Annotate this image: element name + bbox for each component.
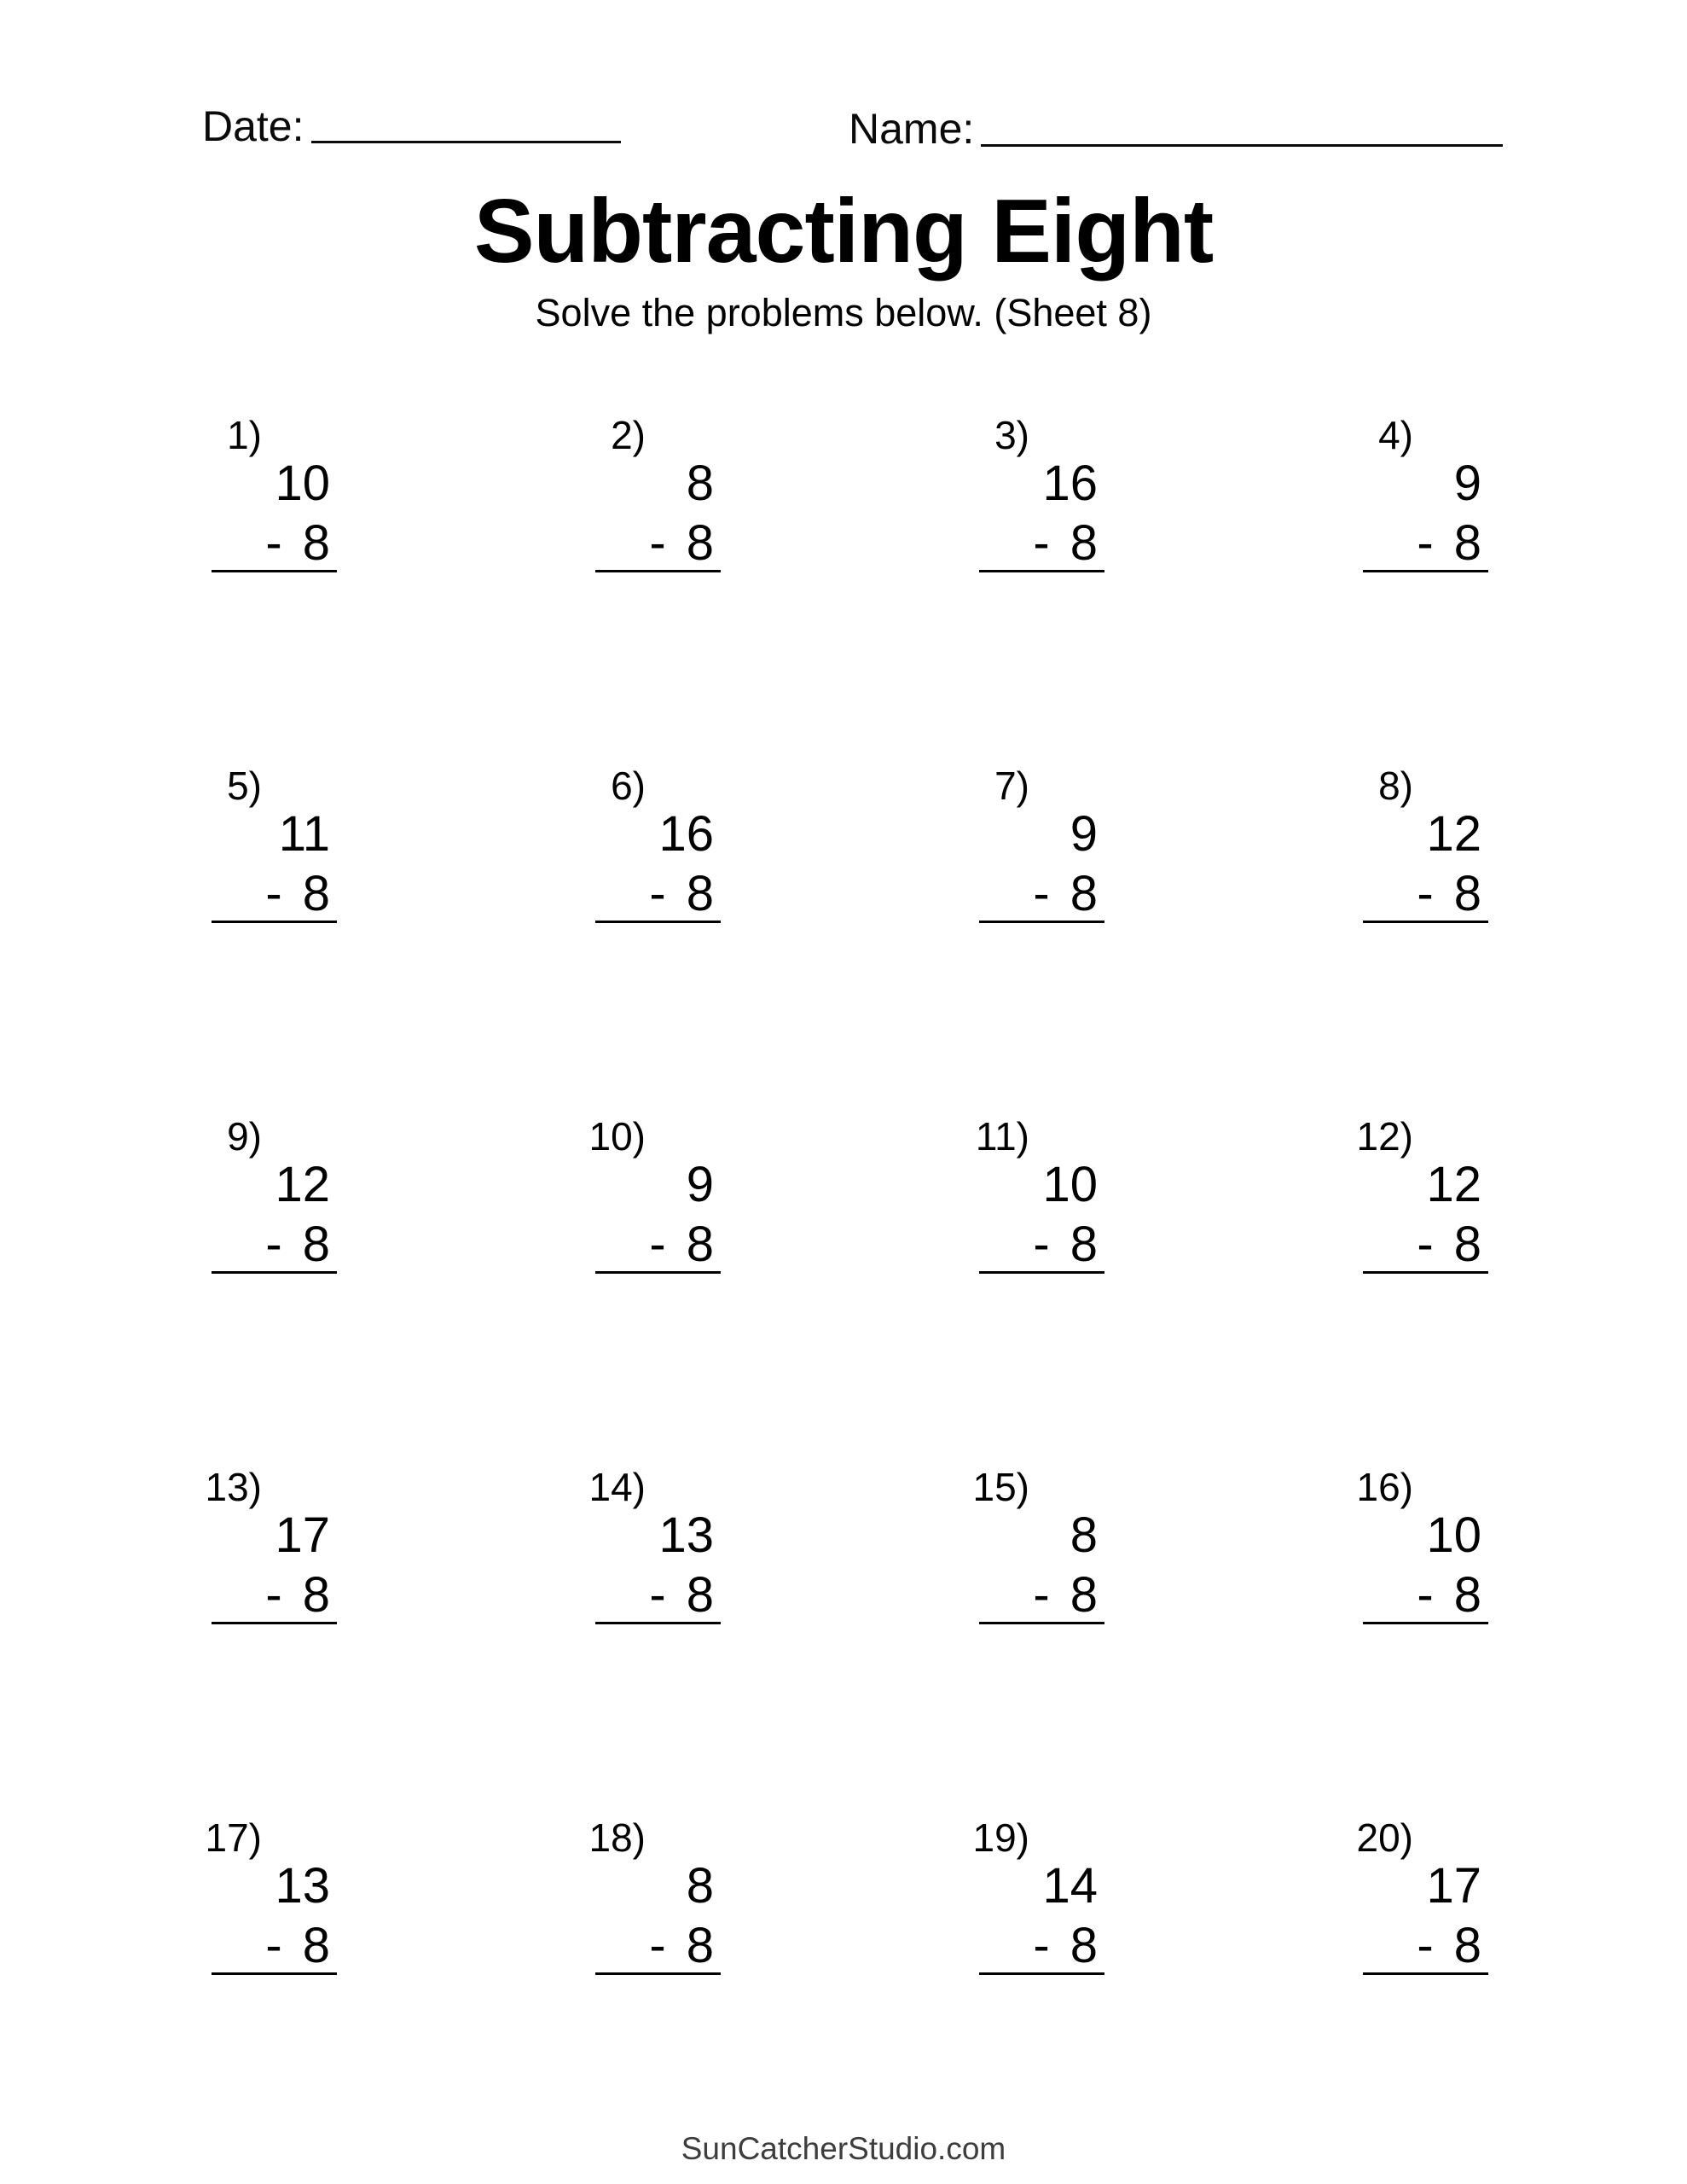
problem-number: 19) (972, 1815, 1029, 1860)
minuend: 10 (275, 456, 330, 511)
minuend: 14 (1042, 1858, 1098, 1914)
minuend: 8 (1070, 1507, 1098, 1563)
minus-sign: - (1417, 1567, 1434, 1623)
problem-number: 15) (972, 1465, 1029, 1509)
subtrahend: 8 (1070, 515, 1098, 571)
minus-sign: - (1417, 1918, 1434, 1973)
problem-number: 20) (1356, 1815, 1413, 1860)
subtrahend: 8 (686, 1567, 714, 1623)
minus-sign: - (649, 1217, 666, 1272)
subtraction-row (959, 515, 1104, 571)
problem-13 (192, 1467, 337, 1818)
problem-number: 2) (611, 413, 646, 457)
subtrahend: 8 (302, 515, 330, 571)
minuend: 10 (1042, 1157, 1098, 1212)
subtraction-row (1343, 1918, 1488, 1973)
minus-sign: - (1417, 1217, 1434, 1272)
subtrahend: 8 (1070, 1567, 1098, 1623)
subtrahend: 8 (686, 1918, 714, 1973)
problem-number: 3) (994, 413, 1029, 457)
subtraction-row (1343, 515, 1488, 571)
problem-14 (576, 1467, 721, 1818)
problem-number: 6) (611, 764, 646, 808)
name-label: Name: (849, 105, 975, 153)
minus-sign: - (1417, 515, 1434, 571)
minuend: 10 (1426, 1507, 1481, 1563)
problem-7 (959, 766, 1104, 1117)
name-blank-line (981, 144, 1503, 147)
minuend: 11 (278, 806, 330, 862)
problem-number: 17) (205, 1815, 262, 1860)
subtrahend: 8 (1453, 1918, 1481, 1973)
subtrahend: 8 (302, 1567, 330, 1623)
subtraction-row (576, 1567, 721, 1623)
subtraction-row (959, 1217, 1104, 1272)
problem-11 (959, 1114, 1104, 1467)
subtraction-row (1343, 866, 1488, 921)
minuend: 13 (275, 1858, 330, 1914)
date-blank-line (311, 141, 621, 143)
problem-number: 5) (227, 764, 262, 808)
minus-sign: - (265, 1918, 282, 1973)
subtrahend: 8 (1070, 1217, 1098, 1272)
problem-number: 13) (205, 1465, 262, 1509)
minus-sign: - (1417, 866, 1434, 921)
minus-sign: - (1033, 1567, 1050, 1623)
subtraction-row (959, 1918, 1104, 1973)
problem-12 (1343, 1114, 1488, 1467)
problem-3 (959, 415, 1104, 766)
subtraction-row (192, 1567, 337, 1623)
subtrahend: 8 (1453, 1567, 1481, 1623)
problem-number: 14) (588, 1465, 646, 1509)
minuend: 17 (275, 1507, 330, 1563)
problem-6 (576, 766, 721, 1117)
problem-1 (192, 415, 337, 766)
subtrahend: 8 (1453, 1217, 1481, 1272)
minuend: 12 (275, 1157, 330, 1212)
problem-number: 1) (227, 413, 262, 457)
page-subtitle: Solve the problems below. (Sheet 8) (535, 291, 1152, 334)
minus-sign: - (265, 1217, 282, 1272)
minus-sign: - (649, 1567, 666, 1623)
problem-number: 10) (588, 1114, 646, 1159)
problems-grid (192, 415, 1488, 2169)
problem-19 (959, 1815, 1104, 2169)
problem-4 (1343, 415, 1488, 766)
problem-18 (576, 1815, 721, 2169)
subtraction-row (192, 1217, 337, 1272)
minuend: 8 (686, 456, 714, 511)
problem-number: 12) (1356, 1114, 1413, 1159)
minuend: 9 (1453, 456, 1481, 511)
minus-sign: - (649, 866, 666, 921)
problem-9 (192, 1114, 337, 1467)
problem-number: 18) (588, 1815, 646, 1860)
subtraction-row (959, 866, 1104, 921)
problem-number: 9) (227, 1114, 262, 1159)
subtraction-row (192, 866, 337, 921)
subtrahend: 8 (302, 866, 330, 921)
minus-sign: - (265, 515, 282, 571)
subtrahend: 8 (686, 866, 714, 921)
minuend: 12 (1426, 1157, 1481, 1212)
page-title: Subtracting Eight (473, 181, 1214, 282)
minuend: 12 (1426, 806, 1481, 862)
minuend: 16 (1042, 456, 1098, 511)
minus-sign: - (265, 866, 282, 921)
problem-number: 7) (994, 764, 1029, 808)
subtrahend: 8 (686, 1217, 714, 1272)
minus-sign: - (1033, 1217, 1050, 1272)
subtraction-row (192, 515, 337, 571)
problem-number: 4) (1378, 413, 1413, 457)
site-credit: SunCatcherStudio.com (681, 2131, 1006, 2166)
minus-sign: - (1033, 1918, 1050, 1973)
subtraction-row (576, 515, 721, 571)
minus-sign: - (1033, 515, 1050, 571)
subtraction-row (1343, 1217, 1488, 1272)
subtraction-row (576, 1217, 721, 1272)
subtrahend: 8 (1070, 1918, 1098, 1973)
subtraction-row (576, 866, 721, 921)
subtraction-row (192, 1918, 337, 1973)
problem-17 (192, 1815, 337, 2169)
problem-8 (1343, 766, 1488, 1117)
minuend: 9 (686, 1157, 714, 1212)
minuend: 8 (686, 1858, 714, 1914)
problem-16 (1343, 1467, 1488, 1818)
problem-15 (959, 1467, 1104, 1818)
problem-20 (1343, 1815, 1488, 2169)
problem-5 (192, 766, 337, 1117)
minus-sign: - (265, 1567, 282, 1623)
problem-number: 16) (1356, 1465, 1413, 1509)
minus-sign: - (649, 1918, 666, 1973)
subtrahend: 8 (302, 1918, 330, 1973)
subtrahend: 8 (1453, 515, 1481, 571)
minuend: 16 (658, 806, 714, 862)
problem-number: 11) (975, 1114, 1029, 1159)
minus-sign: - (1033, 866, 1050, 921)
subtrahend: 8 (1453, 866, 1481, 921)
minus-sign: - (649, 515, 666, 571)
minuend: 13 (658, 1507, 714, 1563)
problem-10 (576, 1114, 721, 1467)
subtraction-row (1343, 1567, 1488, 1623)
minuend: 9 (1070, 806, 1098, 862)
subtrahend: 8 (1070, 866, 1098, 921)
subtrahend: 8 (686, 515, 714, 571)
subtraction-row (959, 1567, 1104, 1623)
subtraction-row (576, 1918, 721, 1973)
minuend: 17 (1426, 1858, 1481, 1914)
problem-2 (576, 415, 721, 766)
problem-number: 8) (1378, 764, 1413, 808)
date-label: Date: (202, 102, 304, 150)
subtrahend: 8 (302, 1217, 330, 1272)
